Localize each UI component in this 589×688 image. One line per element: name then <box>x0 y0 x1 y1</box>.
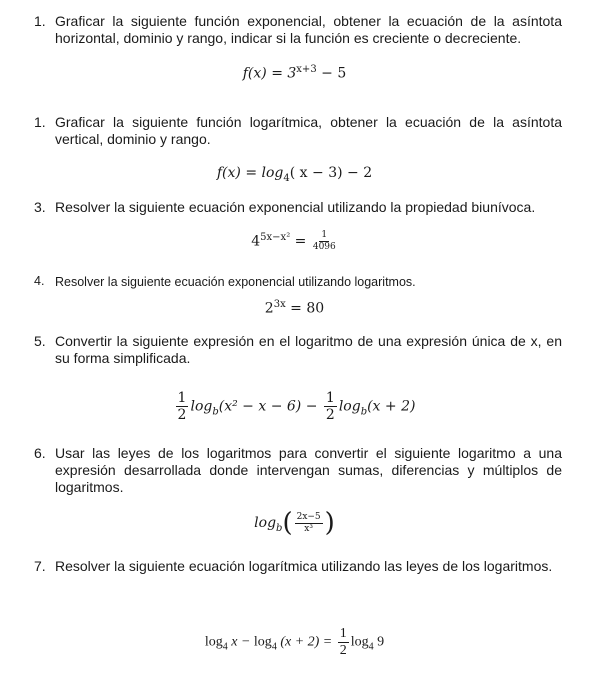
question-2 <box>34 114 562 148</box>
question-text: Usar las leyes de los logaritmos para convertir el siguiente logaritmo a una expresión desarrollada donde intervengan sumas, diferencias y múltiplos de logaritmos. <box>55 445 562 495</box>
question-5 <box>34 333 562 367</box>
question-4 <box>34 274 562 291</box>
question-number: 6. <box>34 445 46 461</box>
question-text: Graficar la siguiente función exponencial, obtener la ecuación de la asíntota horizontal, dominio y rango, indicar si la función es creciente o decreciente. <box>55 13 562 46</box>
question-3 <box>34 199 562 216</box>
question-number: 1. <box>34 114 46 130</box>
equation-log-equation: $\log_4 x - \log_4 (x + 2)$ = $\frac{1}{2}$ $\log_4 9$ <box>204 626 385 658</box>
question-number: 3. <box>34 199 46 215</box>
fraction: $\frac{1}{4096}$ <box>312 230 336 252</box>
question-text: Resolver la siguiente ecuación logarítmica utilizando las leyes de los logaritmos. <box>55 558 553 574</box>
equation-logarithmic-function: $f(x) = \log_4$( x − 3) − 2 <box>216 165 373 184</box>
fraction: $\frac{2x-5}{\text{x³}}$ <box>296 511 321 534</box>
equation-log-expression: $\frac{1}{2}$ $\log_b(x^2 - x - 6)$ − $\frac{1}{2}$ $\log_b(x + 2)$ <box>177 390 416 423</box>
equation-exponential-function: $f(x) = 3^{x+3} - 5$ <box>242 64 347 82</box>
fraction: $\frac{1}{2}$ <box>177 390 187 423</box>
question-number: 1. <box>34 13 46 29</box>
fraction: $\frac{1}{2}$ <box>325 390 335 423</box>
fraction: $\frac{1}{2}$ <box>339 626 347 658</box>
question-7 <box>34 558 562 575</box>
question-number: 7. <box>34 558 46 574</box>
equation-exponential-bijective: $4^{5x-x^2}$ = $\frac{1}{4096}$ <box>251 230 336 252</box>
question-text: Resolver la siguiente ecuación exponencial utilizando la propiedad biunívoca. <box>55 199 536 215</box>
question-text: Convertir la siguiente expresión en el logaritmo de una expresión única de x, en su forma simplificada. <box>55 333 562 366</box>
question-number: 5. <box>34 333 46 349</box>
equation-exponential-logs: $2^{3x} = 80$ <box>264 299 325 317</box>
question-text: Resolver la siguiente ecuación exponencial utilizando logaritmos. <box>55 275 416 289</box>
question-6 <box>34 445 562 496</box>
question-text: Graficar la siguiente función logarítmica, obtener la ecuación de la asíntota vertical, dominio y rango. <box>55 114 562 147</box>
question-1 <box>34 13 562 47</box>
equation-log-quotient: $\log_b$( $\frac{2x-5}{\text{x³}}$ ) <box>254 508 335 538</box>
question-number: 4. <box>34 274 45 288</box>
